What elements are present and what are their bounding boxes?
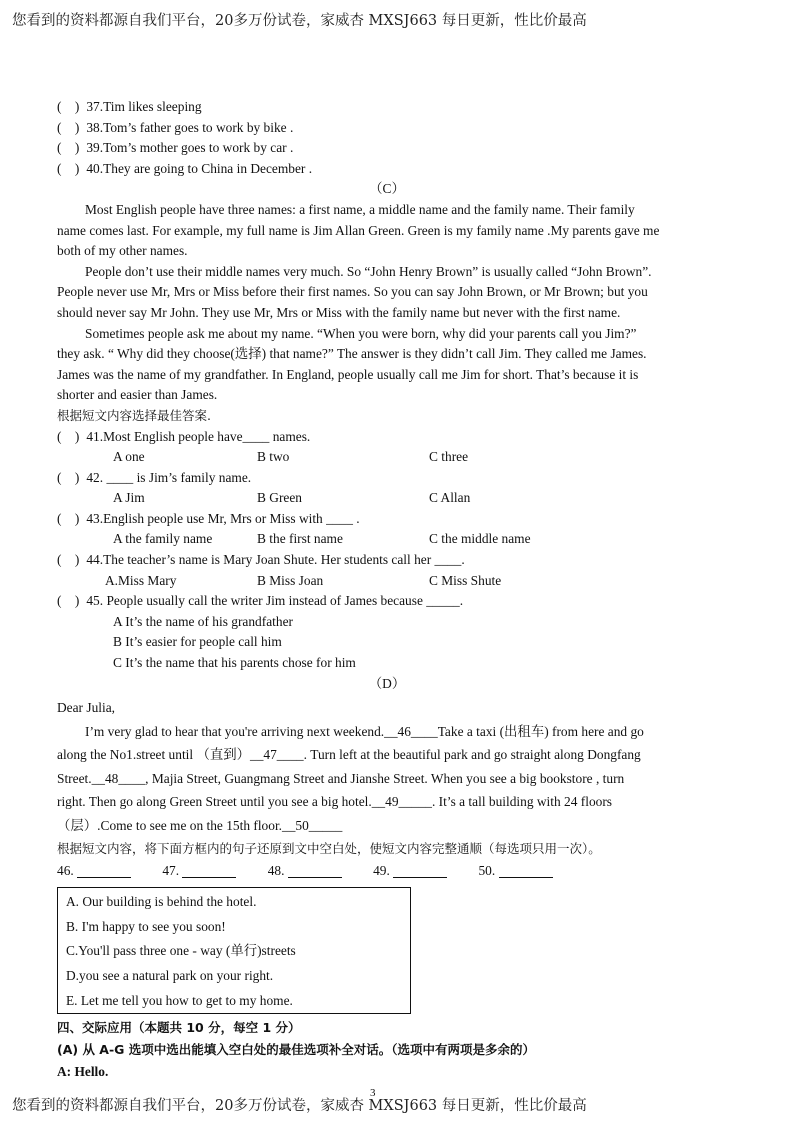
option-a[interactable]: A.Miss Mary — [105, 572, 177, 588]
question-42-options — [57, 488, 717, 509]
answer-paren[interactable]: ( ) — [57, 469, 80, 485]
passage-line: People never use Mr, Mrs or Miss before their first names. So you can say John Brown, or Mr Brown; but you — [57, 284, 648, 300]
question-39 — [57, 138, 717, 159]
letter-line: right. Then go along Green Street until you see a big hotel.__49_____. It’s a tall building with 24 floors — [57, 794, 613, 810]
option-b[interactable]: B Miss Joan — [257, 572, 324, 588]
question-41-options — [57, 447, 717, 468]
section-c-instruction: 根据短文内容选择最佳答案. — [57, 407, 211, 423]
question-42: ( ) 42. ____ is Jim’s family name. — [57, 468, 717, 489]
question-text: 39.Tom’s mother goes to work by car . — [86, 140, 294, 156]
letter-body — [57, 720, 717, 838]
passage-line: should never say Mr John. They use Mr, Mrs or Miss with the family name but never with the first name. — [57, 304, 621, 320]
paragraph-3 — [57, 324, 717, 406]
passage-line: name comes last. For example, my full name is Jim Allan Green. Green is my family name .My parents gave me — [57, 222, 660, 238]
passage-line: Most English people have three names: a first name, a middle name and the family name. Their family — [85, 201, 635, 217]
passage-line: shorter and easier than James. — [57, 387, 218, 403]
passage-line: James was the name of my grandfather. In England, people usually call me Jim for short. That’s because it is — [57, 366, 639, 382]
section-four-heading: 四、交际应用（本题共 10 分，每空 1 分） — [57, 1020, 301, 1036]
answer-paren[interactable]: ( ) — [57, 99, 80, 114]
box-option-b: B. I'm happy to see you soon! — [66, 918, 226, 934]
blank-47[interactable]: 47. — [162, 861, 264, 882]
option-a[interactable]: A one — [113, 449, 145, 465]
answer-paren[interactable]: ( ) — [57, 140, 80, 156]
option-c[interactable]: C Miss Shute — [429, 572, 502, 588]
option-b[interactable]: B two — [257, 449, 290, 465]
blank-50[interactable]: 50. — [478, 861, 580, 882]
question-45-option-a[interactable]: A It’s the name of his grandfather — [113, 613, 293, 629]
option-b[interactable]: B the first name — [257, 531, 343, 547]
answer-paren[interactable]: ( ) — [57, 160, 80, 176]
box-option-d: D.you see a natural park on your right. — [66, 967, 274, 983]
paragraph-1 — [57, 200, 717, 262]
answer-blanks — [57, 861, 717, 883]
section-d-instruction: 根据短文内容，将下面方框内的句子还原到文中空白处，使短文内容完整通顺（每选项只用一次）。 — [57, 841, 601, 857]
letter-greeting: Dear Julia, — [57, 699, 116, 715]
passage-line: Sometimes people ask me about my name. “When you were born, why did your parents call you Jim?” — [85, 325, 637, 341]
passage-line: they ask. “ Why did they choose(选择) that name?” The answer is they didn’t call Jim. They called me James. — [57, 346, 647, 362]
blank-48[interactable]: 48. — [268, 861, 370, 882]
box-option-e: E. Let me tell you how to get to my home. — [66, 992, 293, 1008]
letter-line: I’m very glad to hear that you're arriving next weekend.__46____Take a taxi (出租车) from here and go — [85, 723, 644, 739]
question-text: 37.Tim likes sleeping — [86, 99, 202, 114]
letter-line: along the No1.street until （直到）__47____. Turn left at the beautiful park and go straight along Dongfang — [57, 747, 641, 763]
blank-49[interactable]: 49. — [373, 861, 475, 882]
blank-46[interactable]: 46. — [57, 861, 159, 882]
section-c-passage — [57, 200, 717, 406]
bottom-banner: 您看到的资料都源自我们平台，20多万份试卷，家威杏 MXSJ663 每日更新，性比价最高 — [12, 1098, 587, 1114]
letter-line: （层）.Come to see me on the 15th floor.__50_____ — [57, 817, 343, 833]
answer-paren[interactable]: ( ) — [57, 510, 80, 526]
exam-page — [57, 97, 717, 1084]
question-37 — [57, 97, 717, 118]
question-45-option-b[interactable]: B It’s easier for people call him — [113, 634, 282, 650]
question-43-options — [57, 529, 717, 550]
question-41: ( ) 41.Most English people have____ names. — [57, 427, 717, 448]
answer-paren[interactable]: ( ) — [57, 593, 80, 609]
passage-line: both of my other names. — [57, 243, 188, 259]
letter-line: Street.__48____, Majia Street, Guangmang Street and Jianshe Street. When you see a big bookstore , turn — [57, 770, 625, 786]
question-45-option-c[interactable]: C It’s the name that his parents chose for him — [113, 655, 356, 671]
answer-paren[interactable]: ( ) — [57, 428, 80, 444]
option-a[interactable]: A the family name — [113, 531, 213, 547]
option-c[interactable]: C three — [429, 449, 469, 465]
question-38 — [57, 118, 717, 139]
top-banner: 您看到的资料都源自我们平台，20多万份试卷，家威杏 MXSJ663 每日更新，性比价最高 — [12, 13, 587, 29]
passage-line: People don’t use their middle names very much. So “John Henry Brown” is usually called “John Brown”. — [85, 263, 652, 279]
question-43: ( ) 43.English people use Mr, Mrs or Miss with ____ . — [57, 509, 717, 530]
question-44-options — [57, 571, 717, 592]
option-c[interactable]: C Allan — [429, 490, 471, 506]
question-44: ( ) 44.The teacher’s name is Mary Joan Shute. Her students call her ____. — [57, 550, 717, 571]
page-number: 3 — [370, 1087, 376, 1099]
question-text: 38.Tom’s father goes to work by bike . — [86, 119, 294, 135]
paragraph-2 — [57, 262, 717, 324]
answer-paren[interactable]: ( ) — [57, 119, 80, 135]
question-45: ( ) 45. People usually call the writer Jim instead of James because _____. — [57, 591, 717, 612]
option-b[interactable]: B Green — [257, 490, 302, 506]
question-text: 40.They are going to China in December . — [86, 160, 313, 176]
multiple-choice-questions — [57, 427, 717, 674]
box-option-a: A. Our building is behind the hotel. — [66, 894, 257, 910]
options-box — [57, 887, 411, 1014]
option-a[interactable]: A Jim — [113, 490, 145, 506]
question-40 — [57, 159, 717, 180]
answer-paren[interactable]: ( ) — [57, 552, 80, 568]
box-option-c: C.You'll pass three one - way (单行)streets — [66, 943, 296, 959]
dialogue-first-line: A: Hello. — [57, 1064, 109, 1080]
section-four-subheading: (A) 从 A-G 选项中选出能填入空白处的最佳选项补全对话。（选项中有两项是多余的） — [57, 1042, 536, 1058]
option-c[interactable]: C the middle name — [429, 531, 531, 547]
section-d-title: （D） — [368, 675, 406, 691]
section-c-title: （C） — [369, 181, 405, 197]
true-false-questions — [57, 97, 717, 179]
